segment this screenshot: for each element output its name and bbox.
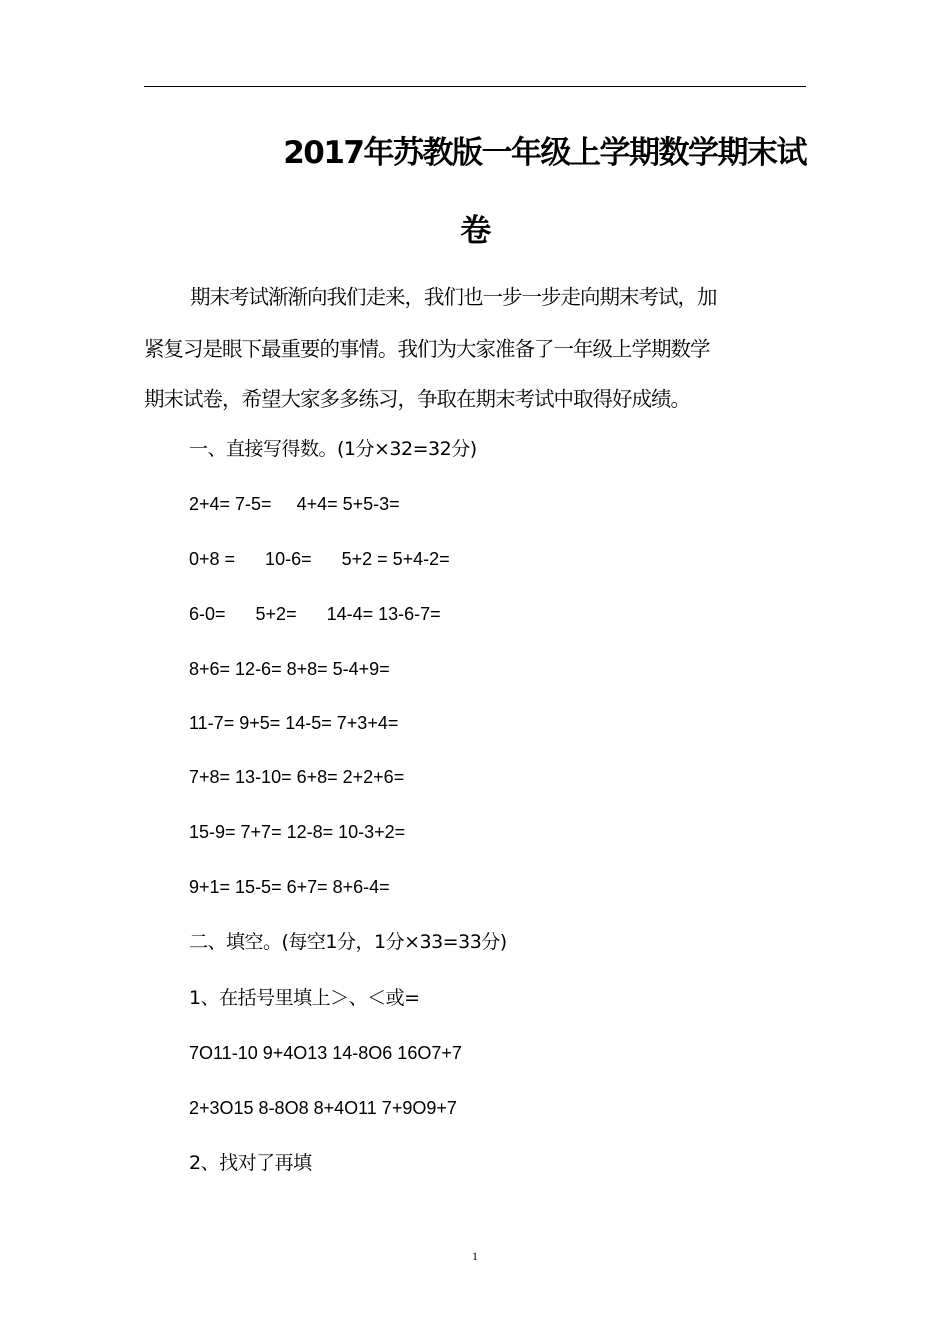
arithmetic-row-7: 15-9= 7+7= 12-8= 10-3+2= [189,822,406,842]
arithmetic-row-4: 8+6= 12-6= 8+8= 5-4+9= [189,659,390,679]
arithmetic-row-2: 0+8 = 10-6= 5+2 = 5+4-2= [189,549,450,569]
comparison-row-1: 7O11-10 9+4O13 14-8O6 16O7+7 [189,1043,462,1063]
arithmetic-row-8: 9+1= 15-5= 6+7= 8+6-4= [189,877,390,897]
section-2-item-1-label: 1、在括号里填上＞、＜或= [189,987,420,1009]
intro-line-3: 期末试卷，希望大家多多练习，争取在期末考试中取得好成绩。 [144,387,690,411]
document-title-line-1: 2017年苏教版一年级上学期数学期末试 [283,135,806,171]
page-number: 1 [472,1249,478,1263]
arithmetic-row-1: 2+4= 7-5= 4+4= 5+5-3= [189,494,400,514]
header-rule [144,86,806,87]
arithmetic-row-5: 11-7= 9+5= 14-5= 7+3+4= [189,713,399,733]
section-2-heading: 二、填空。(每空1分，1分×33=33分) [189,931,507,953]
section-1-heading: 一、直接写得数。(1分×32=32分) [189,438,477,460]
arithmetic-row-3: 6-0= 5+2= 14-4= 13-6-7= [189,604,441,624]
intro-line-2: 紧复习是眼下最重要的事情。我们为大家准备了一年级上学期数学 [144,337,710,361]
intro-line-1: 期末考试渐渐向我们走来，我们也一步一步走向期末考试，加 [190,285,717,309]
document-title-line-2: 卷 [460,213,490,249]
arithmetic-row-6: 7+8= 13-10= 6+8= 2+2+6= [189,767,405,787]
comparison-row-2: 2+3O15 8-8O8 8+4O11 7+9O9+7 [189,1098,457,1118]
section-2-item-2-label: 2、找对了再填 [189,1152,312,1174]
